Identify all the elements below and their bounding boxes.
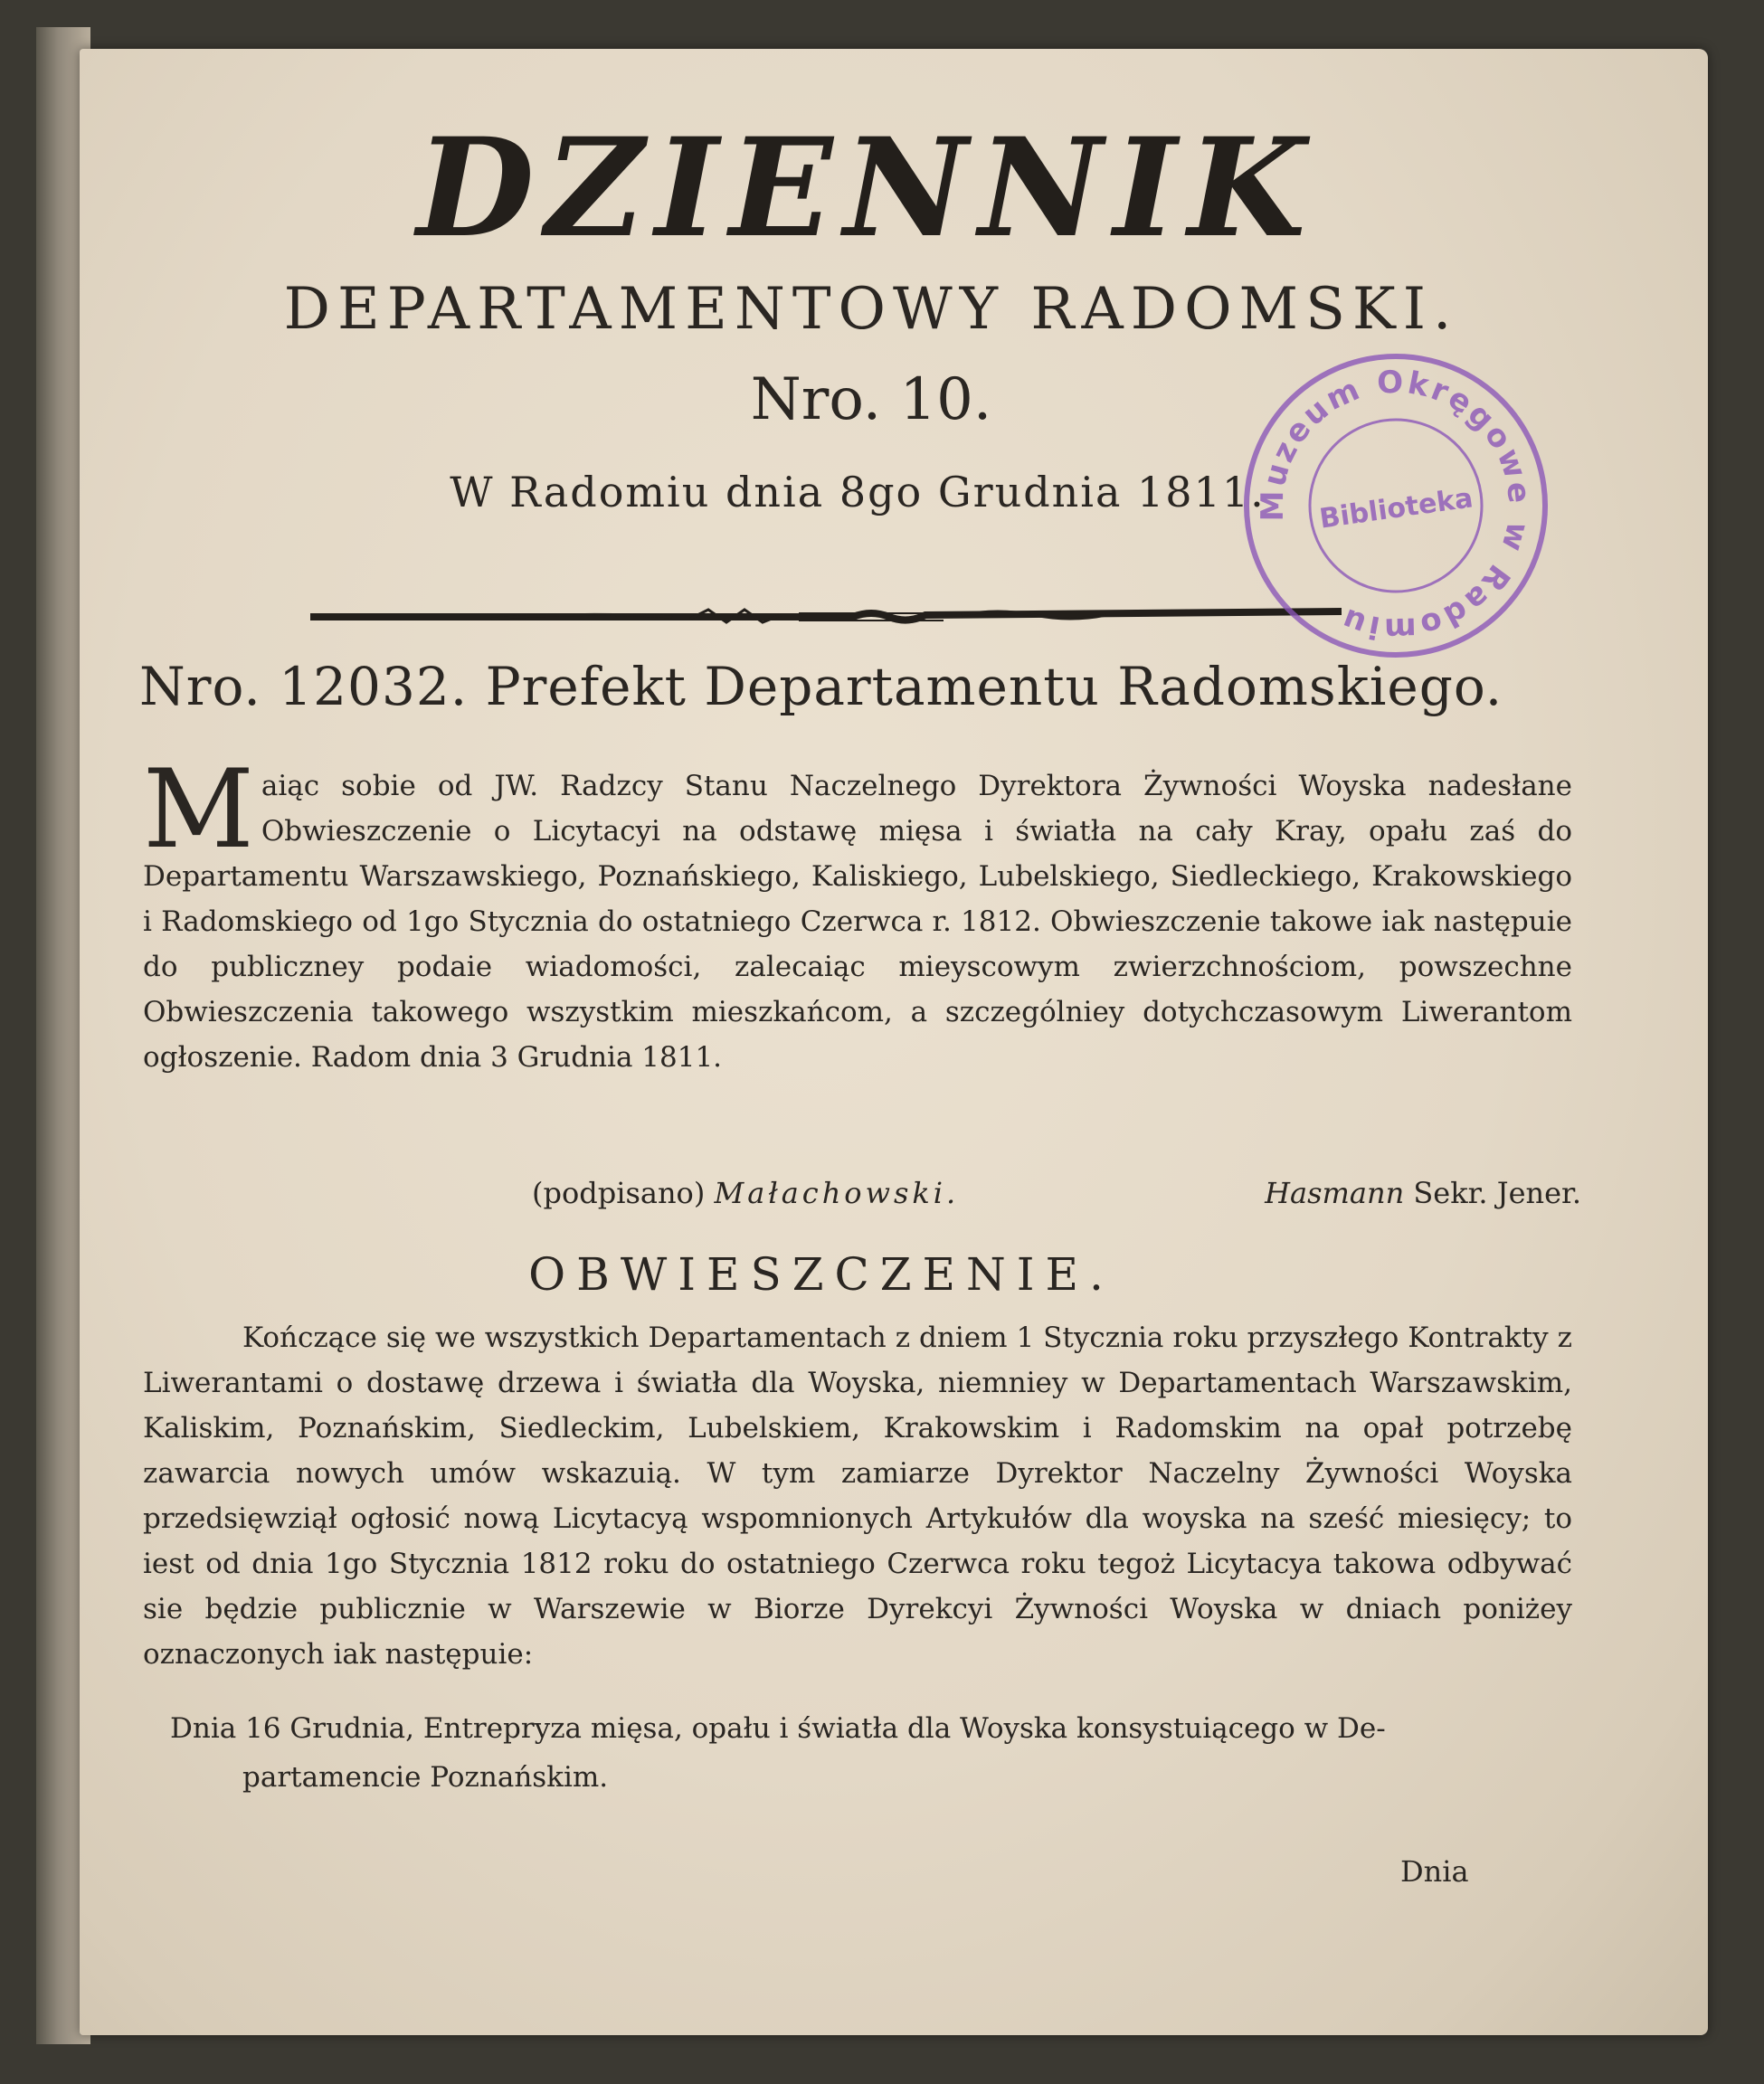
announcement-heading: Nro. 12032. Prefekt Departamentu Radomskiego. — [139, 656, 1503, 717]
announcement-body — [143, 747, 1572, 1080]
day-entry-continuation: partamencie Poznańskim. — [242, 1761, 609, 1794]
catchword: Dnia — [1400, 1854, 1469, 1889]
signed-label: (podpisano) — [532, 1176, 706, 1210]
obwieszczenie-heading: OBWIESZCZENIE. — [528, 1248, 1114, 1301]
signature-line — [532, 1170, 1581, 1216]
secretary-block — [1265, 1170, 1581, 1216]
signatory-name: Małachowski. — [714, 1176, 960, 1210]
day-entry-text: Dnia 16 Grudnia, Entrepryza mięsa, opału i światła dla Woyska konsystuiącego w De- — [170, 1712, 1386, 1745]
masthead-subtitle: DEPARTAMENTOWY RADOMSKI. — [283, 276, 1459, 343]
obwieszczenie-body: Kończące się we wszystkich Departamentach z dniem 1 Stycznia roku przyszłego Kontrakty z Liwerantami o dostawę drzewa i światła dla Woyska, niemniey w Departamentach Warszawskim, Kaliskim, Poznańskim, Siedleckim, Lubelskiem, Krakowskim i Radomskim na opał potrzebę zawarcia nowych umów wskazuią. W tym zamiarze Dyrektor Naczelny Żywności Woyska przedsięwziął ogłosić nową Licytacyą wspomnionych Artykułów dla woyska na sześć miesięcy; to iest od dnia 1go Stycznia 1812 roku do ostatniego Czerwca roku tegoż Licytacya takowa odbywać sie będzie publicznie w Warszewie w Biorze Dyrekcyi Żywności Woyska w dniach poniżey oznaczonych iak następuie: — [143, 1321, 1572, 1671]
stamp-outer-text: Muzeum Okręgowe w Radomiu — [1254, 364, 1538, 648]
issue-number: Nro. 10. — [750, 366, 992, 433]
drop-cap: M — [143, 747, 254, 873]
newspaper-page — [80, 49, 1708, 2035]
announcement-text: aiąc sobie od JW. Radzcy Stanu Naczelnego Dyrektora Żywności Woyska nadesłane Obwieszczenie o Licytacyi na odstawę mięsa i światła na cały Kray, opału zaś do Departamentu Warszawskiego, Poznańskiego, Kaliskiego, Lubelskiego, Siedleckiego, Krakowskiego i Radomskiego od 1go Stycznia do ostatniego Czerwca r. 1812. Obwieszczenie takowe iak następuie do publiczney podaie wiadomości, zalecaiąc mieyscowym zwierzchnościom, powszechne Obwieszczenia takowego wszystkim mieszkańcom, a szczególniey dotychczasowym Liwerantom ogłoszenie. Radom dnia 3 Grudnia 1811. — [143, 770, 1572, 1074]
secretary-name: Hasmann — [1265, 1176, 1405, 1210]
library-stamp — [1217, 327, 1574, 684]
dateline: W Radomiu dnia 8go Grudnia 1811. — [450, 468, 1266, 516]
secretary-title: Sekr. Jener. — [1413, 1176, 1581, 1210]
masthead-title: DZIENNIK — [416, 109, 1317, 268]
stamp-inner-text: Biblioteka — [1317, 482, 1475, 535]
auction-day-entry — [170, 1704, 1572, 1802]
signatory-block — [532, 1170, 959, 1216]
